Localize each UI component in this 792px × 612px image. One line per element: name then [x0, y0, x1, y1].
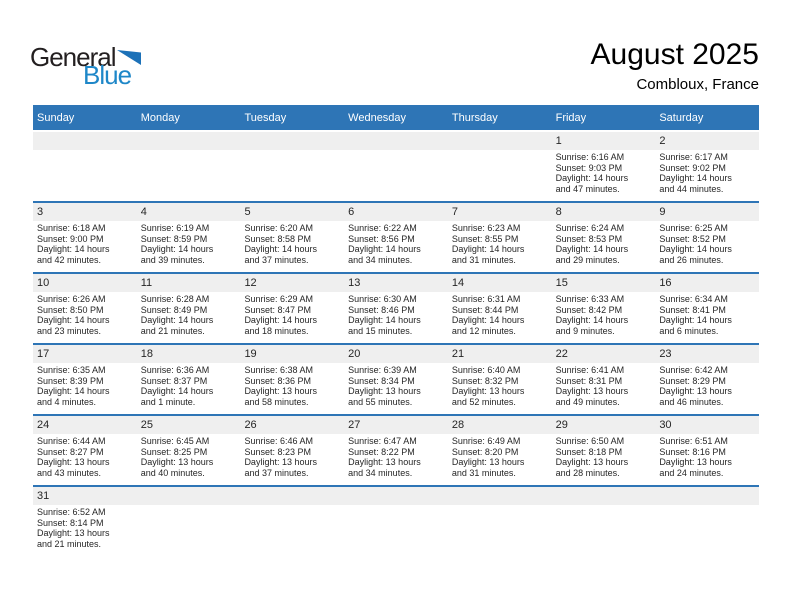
day-number: 29: [555, 419, 568, 431]
day-info-line: Daylight: 14 hours: [37, 315, 110, 325]
day-content-row: [33, 221, 759, 272]
week-row: [33, 274, 759, 345]
weekday-header: Monday: [140, 111, 180, 124]
day-info-line: Daylight: 13 hours: [244, 386, 317, 396]
day-info-line: Sunrise: 6:33 AM: [555, 294, 625, 304]
day-info-line: Sunset: 8:16 PM: [659, 446, 726, 457]
day-info-line: Sunrise: 6:25 AM: [659, 223, 728, 233]
day-cell: [33, 150, 137, 201]
day-info-line: Daylight: 14 hours: [140, 315, 214, 325]
day-cell: [655, 150, 759, 201]
day-cell: [240, 150, 344, 201]
day-info-line: and 28 minutes.: [555, 467, 620, 478]
day-cell: [344, 505, 448, 556]
day-info-line: Sunset: 8:32 PM: [451, 375, 519, 386]
day-content-row: [33, 363, 759, 414]
day-info-line: Sunset: 8:55 PM: [451, 233, 519, 244]
day-number: 18: [140, 348, 153, 360]
day-cell: [655, 363, 759, 414]
day-info-line: Sunset: 8:14 PM: [37, 517, 104, 528]
day-cell: [344, 363, 448, 414]
day-info-line: and 37 minutes.: [244, 254, 309, 265]
day-number: 15: [555, 277, 568, 289]
day-info-line: and 29 minutes.: [555, 254, 620, 265]
day-info-line: Daylight: 13 hours: [451, 386, 525, 396]
day-cell: [240, 221, 344, 272]
day-info-line: Sunset: 8:34 PM: [348, 375, 415, 386]
day-number: 1: [555, 135, 562, 147]
day-cell: [33, 363, 137, 414]
day-info-line: and 31 minutes.: [451, 467, 516, 478]
day-info-line: Sunset: 9:03 PM: [555, 162, 623, 173]
day-number: 16: [659, 277, 672, 289]
weekday-header: Wednesday: [348, 111, 407, 124]
day-cell: [552, 292, 656, 343]
day-info-line: Daylight: 14 hours: [244, 315, 317, 325]
day-number: 2: [659, 135, 666, 147]
day-cell: [344, 292, 448, 343]
day-cell: [655, 434, 759, 485]
day-number: [33, 132, 137, 150]
day-number: [655, 487, 759, 505]
day-info-line: Sunrise: 6:28 AM: [140, 294, 210, 304]
day-info-line: Sunrise: 6:23 AM: [451, 223, 521, 233]
day-info-line: Sunrise: 6:45 AM: [140, 436, 210, 446]
day-info-line: and 31 minutes.: [451, 254, 516, 265]
day-info-line: Sunset: 8:31 PM: [555, 375, 623, 386]
day-number: [240, 487, 344, 505]
day-info-line: Sunrise: 6:16 AM: [555, 152, 625, 162]
day-info-line: Sunrise: 6:18 AM: [37, 223, 106, 233]
day-number: 9: [659, 206, 666, 218]
day-cell: [137, 505, 241, 556]
day-cell: [137, 363, 241, 414]
day-cell: [552, 221, 656, 272]
day-info-line: Sunrise: 6:38 AM: [244, 365, 313, 375]
day-number: 3: [37, 206, 44, 218]
day-info-line: Daylight: 14 hours: [555, 315, 629, 325]
day-number: 8: [555, 206, 562, 218]
day-cell: [552, 505, 656, 556]
title-block: [591, 38, 759, 95]
day-info-line: Sunrise: 6:29 AM: [244, 294, 313, 304]
day-info-line: Sunset: 9:02 PM: [659, 162, 726, 173]
day-info-line: and 4 minutes.: [37, 396, 97, 407]
day-info-line: and 37 minutes.: [244, 467, 309, 478]
day-info-line: Sunset: 8:44 PM: [451, 304, 519, 315]
day-info-line: Sunrise: 6:17 AM: [659, 152, 728, 162]
day-info-line: Sunrise: 6:44 AM: [37, 436, 106, 446]
day-info-line: and 9 minutes.: [555, 325, 615, 336]
day-info-line: Daylight: 14 hours: [244, 244, 317, 254]
day-content-row: [33, 505, 759, 556]
day-number: 6: [348, 206, 355, 218]
day-info-line: Daylight: 13 hours: [555, 386, 629, 396]
day-cell: [137, 434, 241, 485]
day-info-line: and 43 minutes.: [37, 467, 102, 478]
day-number: 23: [659, 348, 672, 360]
weekday-header: Tuesday: [244, 111, 287, 124]
calendar-table: [33, 105, 759, 556]
day-cell: [33, 292, 137, 343]
day-info-line: and 1 minute.: [140, 396, 196, 407]
logo-word-blue: Blue: [83, 60, 132, 90]
day-info-line: Sunrise: 6:24 AM: [555, 223, 625, 233]
day-number: 31: [37, 490, 50, 502]
day-info-line: Daylight: 13 hours: [348, 457, 421, 467]
day-number-band: [33, 416, 759, 434]
day-info-line: and 34 minutes.: [348, 254, 413, 265]
day-cell: [448, 505, 552, 556]
day-cell: [240, 505, 344, 556]
day-cell: [33, 505, 137, 556]
day-content-row: [33, 150, 759, 201]
day-content-row: [33, 434, 759, 485]
day-info-line: Daylight: 13 hours: [37, 457, 110, 467]
day-info-line: Daylight: 13 hours: [140, 457, 214, 467]
day-info-line: Sunrise: 6:35 AM: [37, 365, 106, 375]
day-info-line: and 46 minutes.: [659, 396, 724, 407]
day-info-line: Daylight: 14 hours: [659, 244, 732, 254]
day-info-line: and 15 minutes.: [348, 325, 413, 336]
day-info-line: Sunrise: 6:51 AM: [659, 436, 728, 446]
day-info-line: Daylight: 13 hours: [348, 386, 421, 396]
day-cell: [33, 221, 137, 272]
day-number: 12: [244, 277, 257, 289]
calendar-grid: [33, 132, 759, 556]
day-cell: [240, 363, 344, 414]
day-info-line: and 40 minutes.: [140, 467, 205, 478]
day-info-line: Sunrise: 6:26 AM: [37, 294, 106, 304]
day-number-band: [33, 203, 759, 221]
day-info-line: Sunset: 8:29 PM: [659, 375, 726, 386]
day-info-line: and 58 minutes.: [244, 396, 309, 407]
weekday-header: Friday: [555, 111, 587, 124]
day-number: [344, 132, 448, 150]
day-number-band: [33, 345, 759, 363]
day-number: 27: [348, 419, 361, 431]
day-number: [552, 487, 656, 505]
day-number: 11: [140, 277, 153, 289]
day-number: 22: [555, 348, 568, 360]
week-row: [33, 203, 759, 274]
week-row: [33, 132, 759, 203]
day-info-line: Sunset: 8:41 PM: [659, 304, 726, 315]
day-info-line: Sunset: 8:22 PM: [348, 446, 415, 457]
day-info-line: Sunset: 8:50 PM: [37, 304, 104, 315]
day-info-line: Sunset: 8:42 PM: [555, 304, 623, 315]
day-info-line: Sunset: 8:56 PM: [348, 233, 415, 244]
day-info-line: Sunset: 9:00 PM: [37, 233, 104, 244]
day-cell: [655, 221, 759, 272]
day-info-line: Sunrise: 6:46 AM: [244, 436, 313, 446]
day-info-line: Daylight: 13 hours: [659, 386, 732, 396]
day-number: [137, 132, 241, 150]
day-info-line: and 42 minutes.: [37, 254, 102, 265]
day-cell: [448, 292, 552, 343]
day-info-line: Sunrise: 6:20 AM: [244, 223, 313, 233]
day-info-line: Sunrise: 6:39 AM: [348, 365, 417, 375]
day-content-row: [33, 292, 759, 343]
day-cell: [552, 434, 656, 485]
day-info-line: and 49 minutes.: [555, 396, 620, 407]
day-number: [344, 487, 448, 505]
day-info-line: Sunrise: 6:19 AM: [140, 223, 210, 233]
day-info-line: Sunrise: 6:36 AM: [140, 365, 210, 375]
day-info-line: Daylight: 14 hours: [659, 315, 732, 325]
day-info-line: Daylight: 13 hours: [244, 457, 317, 467]
day-number-band: [33, 487, 759, 505]
day-cell: [552, 363, 656, 414]
day-info-line: Sunset: 8:46 PM: [348, 304, 415, 315]
week-row: [33, 416, 759, 487]
general-blue-logo: [30, 44, 141, 88]
weekday-header: Thursday: [451, 111, 498, 124]
day-info-line: and 21 minutes.: [37, 538, 102, 549]
day-number: 20: [348, 348, 361, 360]
day-number: 10: [37, 277, 50, 289]
day-info-line: Sunrise: 6:22 AM: [348, 223, 417, 233]
day-cell: [33, 434, 137, 485]
day-info-line: and 18 minutes.: [244, 325, 309, 336]
weekday-header-row: [33, 105, 759, 130]
day-number: 21: [451, 348, 465, 360]
day-number: 30: [659, 419, 672, 431]
day-info-line: Daylight: 14 hours: [37, 244, 110, 254]
day-info-line: Sunset: 8:27 PM: [37, 446, 104, 457]
day-info-line: Sunrise: 6:41 AM: [555, 365, 625, 375]
day-cell: [448, 363, 552, 414]
day-cell: [448, 221, 552, 272]
day-info-line: and 55 minutes.: [348, 396, 413, 407]
day-number: [137, 487, 241, 505]
day-info-line: and 12 minutes.: [451, 325, 516, 336]
day-number: 19: [244, 348, 257, 360]
day-info-line: Sunset: 8:47 PM: [244, 304, 311, 315]
day-cell: [655, 505, 759, 556]
day-info-line: Sunrise: 6:50 AM: [555, 436, 625, 446]
day-info-line: and 47 minutes.: [555, 183, 620, 194]
location-subtitle: Combloux, France: [636, 76, 759, 93]
day-info-line: and 21 minutes.: [140, 325, 205, 336]
day-info-line: Daylight: 13 hours: [555, 457, 629, 467]
day-cell: [137, 292, 241, 343]
month-title: August 2025: [590, 38, 759, 71]
day-info-line: Daylight: 14 hours: [659, 173, 732, 183]
day-info-line: and 6 minutes.: [659, 325, 719, 336]
day-info-line: and 24 minutes.: [659, 467, 724, 478]
day-info-line: Sunrise: 6:47 AM: [348, 436, 417, 446]
day-info-line: Sunset: 8:18 PM: [555, 446, 623, 457]
day-number: [448, 132, 552, 150]
day-info-line: and 26 minutes.: [659, 254, 724, 265]
day-cell: [344, 150, 448, 201]
day-info-line: and 44 minutes.: [659, 183, 724, 194]
day-info-line: Sunset: 8:20 PM: [451, 446, 519, 457]
logo-word-general: General: [30, 42, 116, 72]
week-row: [33, 487, 759, 556]
day-info-line: Sunset: 8:39 PM: [37, 375, 104, 386]
day-cell: [655, 292, 759, 343]
day-info-line: Daylight: 14 hours: [37, 386, 110, 396]
day-cell: [240, 434, 344, 485]
day-number: [448, 487, 552, 505]
day-info-line: Daylight: 14 hours: [140, 244, 214, 254]
day-info-line: Daylight: 14 hours: [451, 315, 525, 325]
day-info-line: Daylight: 14 hours: [451, 244, 525, 254]
day-info-line: Sunrise: 6:42 AM: [659, 365, 728, 375]
day-info-line: Daylight: 13 hours: [659, 457, 732, 467]
day-info-line: Sunset: 8:59 PM: [140, 233, 208, 244]
day-info-line: Sunset: 8:36 PM: [244, 375, 311, 386]
day-info-line: Daylight: 14 hours: [140, 386, 214, 396]
day-info-line: and 23 minutes.: [37, 325, 102, 336]
day-info-line: Sunrise: 6:49 AM: [451, 436, 521, 446]
day-info-line: Sunset: 8:53 PM: [555, 233, 623, 244]
day-cell: [344, 434, 448, 485]
day-number: 5: [244, 206, 251, 218]
day-info-line: Sunset: 8:25 PM: [140, 446, 208, 457]
week-row: [33, 345, 759, 416]
day-info-line: Sunset: 8:23 PM: [244, 446, 311, 457]
day-number: 14: [451, 277, 465, 289]
day-cell: [344, 221, 448, 272]
day-info-line: Daylight: 13 hours: [451, 457, 525, 467]
day-number: 7: [451, 206, 458, 218]
day-info-line: Sunset: 8:37 PM: [140, 375, 208, 386]
day-info-line: Sunset: 8:58 PM: [244, 233, 311, 244]
day-info-line: Daylight: 14 hours: [348, 315, 421, 325]
day-info-line: Sunrise: 6:31 AM: [451, 294, 521, 304]
day-info-line: Daylight: 14 hours: [348, 244, 421, 254]
day-info-line: Sunrise: 6:34 AM: [659, 294, 728, 304]
day-cell: [240, 292, 344, 343]
day-info-line: Daylight: 13 hours: [37, 528, 110, 538]
day-number: 26: [244, 419, 257, 431]
day-cell: [137, 150, 241, 201]
day-number: 28: [451, 419, 465, 431]
day-cell: [448, 150, 552, 201]
day-info-line: Sunset: 8:52 PM: [659, 233, 726, 244]
day-number-band: [33, 274, 759, 292]
day-cell: [552, 150, 656, 201]
day-number: 25: [140, 419, 153, 431]
day-info-line: Sunrise: 6:40 AM: [451, 365, 521, 375]
day-number: 24: [37, 419, 50, 431]
day-number: 13: [348, 277, 361, 289]
day-info-line: Daylight: 14 hours: [555, 173, 629, 183]
day-info-line: Sunrise: 6:30 AM: [348, 294, 417, 304]
weekday-header: Sunday: [37, 111, 75, 124]
day-info-line: and 52 minutes.: [451, 396, 516, 407]
day-info-line: and 34 minutes.: [348, 467, 413, 478]
day-cell: [448, 434, 552, 485]
weekday-header: Saturday: [659, 111, 704, 124]
day-info-line: and 39 minutes.: [140, 254, 205, 265]
day-info-line: Daylight: 14 hours: [555, 244, 629, 254]
day-number: [240, 132, 344, 150]
day-number: 17: [37, 348, 50, 360]
day-cell: [137, 221, 241, 272]
day-info-line: Sunrise: 6:52 AM: [37, 507, 106, 517]
day-number-band: [33, 132, 759, 150]
day-info-line: Sunset: 8:49 PM: [140, 304, 208, 315]
day-number: 4: [140, 206, 147, 218]
